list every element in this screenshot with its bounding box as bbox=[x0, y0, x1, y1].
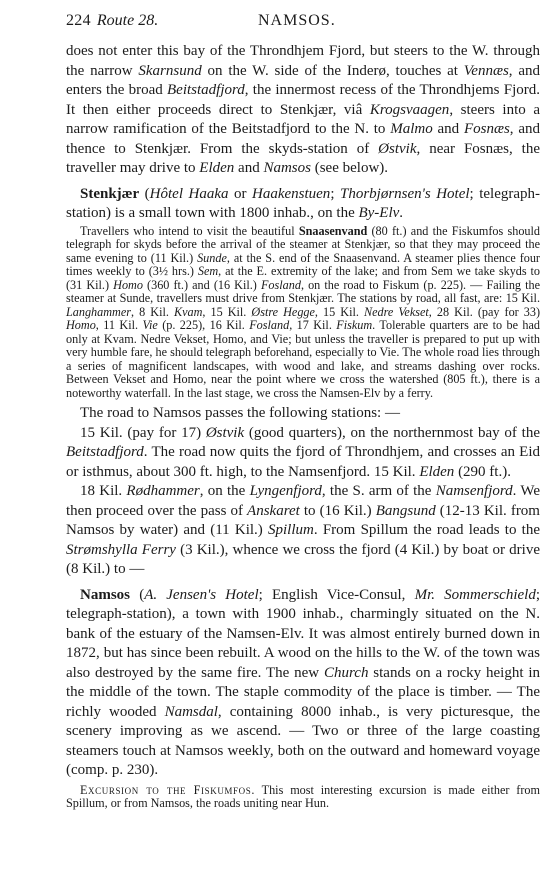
paragraph-namsos: Namsos (A. Jensen's Hotel; English Vice-Consul, Mr. Sommerschield; telegraph-station), a town with 1900 inhab., charmingly situated on the N. bank of the estuary of the Namsen-Elv. It was almost entirely burned down in 1872, but has since been rebuilt. A wood on the hills to the W. of the town was also destroyed by the same fire. The new Church stands on a rocky height in the middle of the town. The staple commodity of the place is timber. — The richly wooded Namsdal, containing 8000 inhab., is very picturesque, the scenery improving as we ascend. — Two or three of the large coasting steamers touch at Namsos weekly, both on the outward and homeward voyage (comp. p. 230). bbox=[66, 586, 540, 778]
book-page bbox=[66, 10, 540, 811]
page-number: 224 bbox=[66, 12, 91, 29]
running-title: NAMSOS. bbox=[258, 12, 336, 29]
paragraph-road-intro: The road to Namsos passes the following stations: — bbox=[80, 405, 400, 421]
note-snaasenvand-excursion: Travellers who intend to visit the beautiful Snaasenvand (80 ft.) and the Fiskumfos should telegraph for skyds before the arrival of the steamer at Stenkjær, so that they may proceed the same evening to (11 Kil.) Sunde, at the S. end of the Snaasenvand. A steamer plies thence four times weekly to (3½ hrs.) Sem, at the E. extremity of the lake; and from Sem we take skyds to (31 Kil.) Homo (360 ft.) and (16 Kil.) Fosland, on the road to Fiskum (p. 225). — Failing the steamer at Sunde, travellers must drive from Stenkjær. The stations by road, all fast, are: 15 Kil. Langhammer, 8 Kil. Kvam, 15 Kil. Østre Hegge, 15 Kil. Nedre Vekset, 28 Kil. (pay for 33) Homo, 11 Kil. Vie (p. 225), 16 Kil. Fosland, 17 Kil. Fiskum. Tolerable quarters are to be had only at Kvam. Nedre Vekset, Homo, and Vie; but unless the traveller is prepared to put up with very humble fare, he should telegraph beforehand, especially to Vie. The whole road lies through a series of magnificent landscapes, with wood and lake, and streams dashing over rocks. Between Vekset and Homo, near the point where we cross the watershed (805 ft.), there is a noteworthy waterfall. In the last stage, we cross the Namsen-Elv by a ferry. bbox=[66, 223, 541, 400]
paragraph-rodhammer-spillum: 18 Kil. Rødhammer, on the Lyngenfjord, the S. arm of the Namsenfjord. We then proceed over the pass of Anskaret to (16 Kil.) Bangsund (12-13 Kil. from Namsos by water) and (11 Kil.) Spillum. From Spillum the road leads to the Strømshylla Ferry (3 Kil.), whence we cross the fjord (4 Kil.) by boat or drive (8 Kil.) to — bbox=[66, 483, 541, 577]
running-header bbox=[66, 10, 540, 34]
paragraph-stenkjaer: Stenkjær (Hôtel Haaka or Haakenstuen; Thorbjørnsen's Hotel; telegraph-station) is a small town with 1800 inhab., on the By-Elv. bbox=[66, 185, 541, 221]
note-fiskumfos-excursion: Excursion to the Fiskumfos. This most interesting excursion is made either from Spillum, or from Namsos, the roads uniting near Hun. bbox=[66, 782, 540, 810]
paragraph-steamer-route: does not enter this bay of the Throndhjem Fjord, but steers to the W. through the narrow Skarnsund on the W. side of the Inderø, touches at Vennæs, and enters the broad Beitstadfjord, the innermost recess of the Throndhjems Fjord. It then either proceeds direct to Stenkjær, viâ Krogsvaagen, steers into a narrow ramification of the Beitstadfjord to the N. to Malmo and Fosnæs, and thence to Stenkjær. From the skyds-station of Østvik, near Fosnæs, the traveller may drive to Elden and Namsos (see below). bbox=[66, 43, 541, 176]
paragraph-ostvik-elden: 15 Kil. (pay for 17) Østvik (good quarters), on the northernmost bay of the Beitstadfjord. The road now quits the fjord of Throndhjem, and crosses an Eid or isthmus, about 300 ft. high, to the Namsenfjord. 15 Kil. Elden (290 ft.). bbox=[66, 424, 540, 480]
route-label: Route 28. bbox=[96, 12, 159, 29]
